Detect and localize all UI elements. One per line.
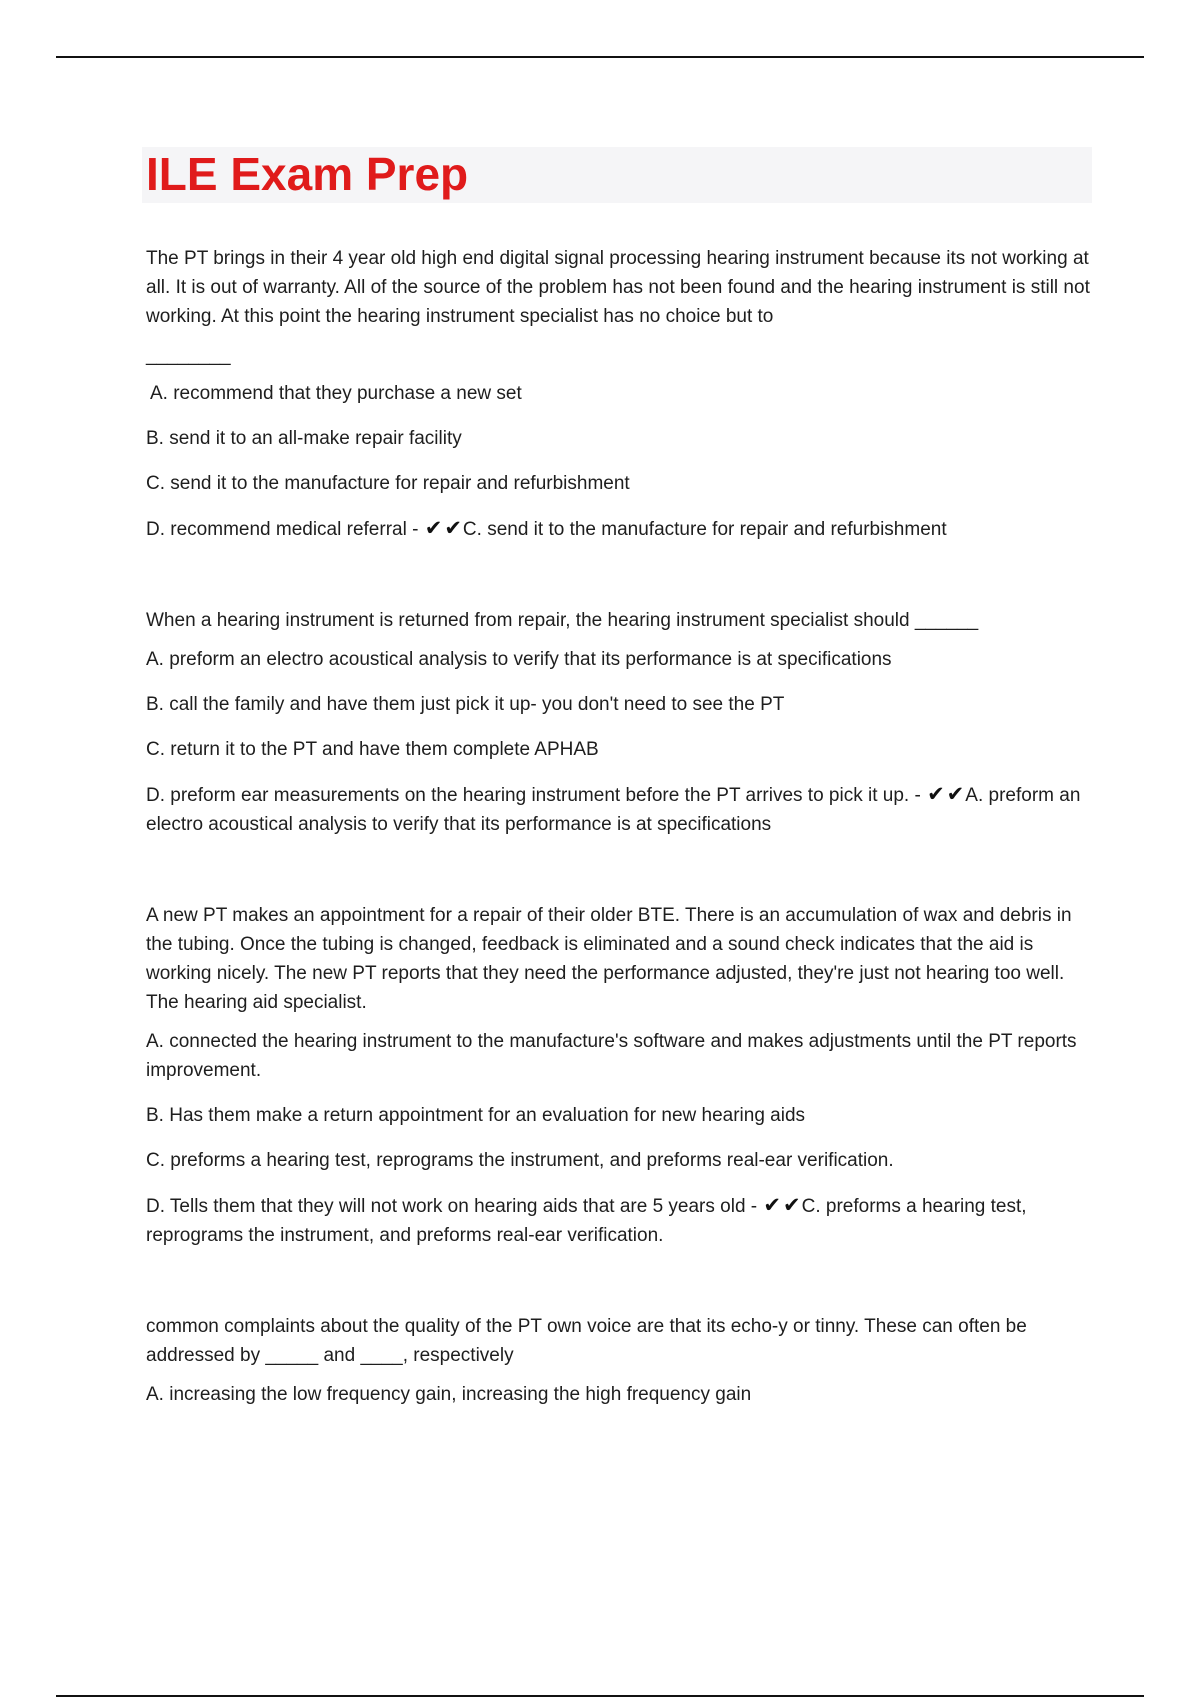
question-prompt: The PT brings in their 4 year old high end digital signal processing hearing instrument because its not working at all. It is out of warranty. All of the source of the problem has not been found and the hearing instrument is still not working. At this point the hearing instrument specialist has no choice but to (146, 248, 1090, 327)
page-title: ILE Exam Prep (146, 148, 469, 200)
question-block (146, 901, 1096, 1250)
option-d-with-answer (146, 1191, 1096, 1250)
checkmark-icon: ✔ (444, 517, 462, 540)
question-list (146, 244, 1096, 1425)
option-c: C. preforms a hearing test, reprograms the instrument, and preforms real-ear verification. (146, 1150, 894, 1171)
checkmark-icon: ✔ (424, 517, 443, 540)
question-block (146, 1312, 1096, 1409)
option-d: D. preform ear measurements on the hearing instrument before the PT arrives to pick it up. - (146, 785, 921, 806)
option-a: A. connected the hearing instrument to the manufacture's software and makes adjustments until the PT reports improvement. (146, 1031, 1077, 1081)
option-d-with-answer (146, 780, 1096, 839)
checkmark-icon: ✔ (763, 1194, 782, 1217)
option-d-with-answer (146, 514, 1096, 544)
question-block (146, 244, 1096, 544)
correct-answer: C. send it to the manufacture for repair and refurbishment (462, 519, 947, 540)
option-b: B. send it to an all-make repair facility (146, 428, 462, 449)
correct-answer: A. preform an electro acoustical analysis to verify that its performance is at specifications (146, 785, 1081, 835)
option-c: C. return it to the PT and have them complete APHAB (146, 739, 599, 760)
option-b: B. call the family and have them just pick it up- you don't need to see the PT (146, 694, 785, 715)
correct-answer: C. preforms a hearing test, reprograms the instrument, and preforms real-ear verification. (146, 1196, 1027, 1246)
option-d: D. recommend medical referral - (146, 519, 419, 540)
option-b: B. Has them make a return appointment for an evaluation for new hearing aids (146, 1105, 806, 1126)
option-a: A. recommend that they purchase a new set (150, 383, 522, 404)
option-d: D. Tells them that they will not work on hearing aids that are 5 years old - (146, 1196, 758, 1217)
answer-blank: ________ (146, 345, 231, 366)
question-block (146, 606, 1096, 839)
question-prompt: A new PT makes an appointment for a repair of their older BTE. There is an accumulation of wax and debris in the tubing. Once the tubing is changed, feedback is eliminated and a sound check indicates that the aid is working nicely. The new PT reports that they need the performance adjusted, they're just not hearing too well. The hearing aid specialist. (146, 905, 1072, 1013)
option-c: C. send it to the manufacture for repair and refurbishment (146, 473, 630, 494)
checkmark-icon: ✔ (783, 1194, 801, 1217)
question-prompt: common complaints about the quality of the PT own voice are that its echo-y or tinny. These can often be addressed by _____ and ____, respectively (146, 1316, 1027, 1366)
option-a: A. preform an electro acoustical analysis to verify that its performance is at specifications (146, 649, 892, 670)
bottom-rule (56, 1695, 1144, 1697)
top-rule (56, 56, 1144, 58)
option-a: A. increasing the low frequency gain, increasing the high frequency gain (146, 1384, 752, 1405)
checkmark-icon: ✔ (946, 783, 965, 806)
question-prompt: When a hearing instrument is returned from repair, the hearing instrument specialist should ______ (146, 610, 979, 631)
checkmark-icon: ✔ (927, 783, 945, 806)
